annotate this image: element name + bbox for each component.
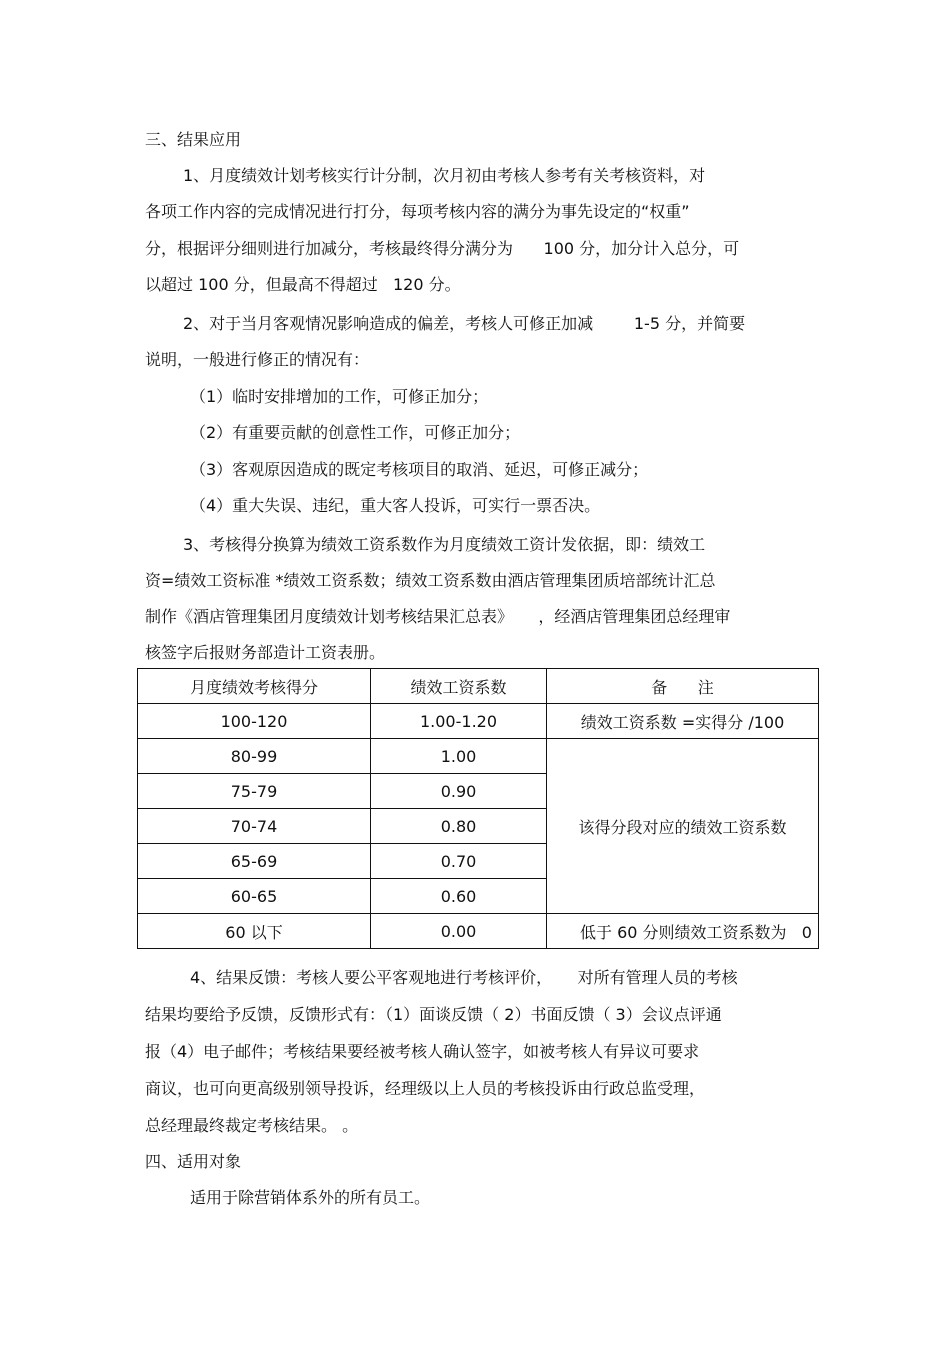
score-cell: 70-74 <box>138 809 371 844</box>
paragraph-3-line-3: 制作《酒店管理集团月度绩效计划考核结果汇总表》 ，经酒店管理集团总经理审 <box>145 607 731 626</box>
table-row <box>138 739 819 774</box>
paragraph-2-line-1: 2、对于当月客观情况影响造成的偏差，考核人可修正加减 1-5 分，并简要 <box>183 314 746 333</box>
coefficient-cell: 1.00 <box>371 739 547 774</box>
section-3-title: 三、结果应用 <box>145 130 242 149</box>
paragraph-4-line-2: 结果均要给予反馈，反馈形式有：（1）面谈反馈（ 2）书面反馈（ 3）会议点评通 <box>145 1005 722 1024</box>
coefficient-cell: 1.00-1.20 <box>371 704 547 739</box>
score-cell: 75-79 <box>138 774 371 809</box>
paragraph-4-line-3: 报（4）电子邮件；考核结果要经被考核人确认签字，如被考核人有异议可要求 <box>145 1042 700 1061</box>
paragraph-1-line-2: 各项工作内容的完成情况进行打分，每项考核内容的满分为事先设定的“权重” <box>145 202 690 221</box>
table-header-cell: 绩效工资系数 <box>371 669 547 704</box>
score-cell: 60 以下 <box>138 914 371 949</box>
paragraph-1-line-3: 分，根据评分细则进行加减分，考核最终得分满分为 100 分，加分计入总分，可 <box>145 239 740 258</box>
list-item-1: （1）临时安排增加的工作，可修正加分； <box>190 387 489 406</box>
coefficient-cell: 0.90 <box>371 774 547 809</box>
coefficient-table <box>137 668 819 949</box>
table-header-cell: 备 注 <box>547 669 819 704</box>
paragraph-1-line-4: 以超过 100 分，但最高不得超过 120 分。 <box>145 275 461 294</box>
table-row <box>138 914 819 949</box>
table-header-row <box>138 669 819 704</box>
paragraph-4-line-1: 4、结果反馈：考核人要公平客观地进行考核评价， 对所有管理人员的考核 <box>190 968 738 987</box>
section-4-title: 四、适用对象 <box>145 1152 242 1171</box>
coefficient-cell: 0.70 <box>371 844 547 879</box>
table-row <box>138 704 819 739</box>
coefficient-cell: 0.00 <box>371 914 547 949</box>
paragraph-3-line-4: 核签字后报财务部造计工资表册。 <box>145 643 386 662</box>
coefficient-cell: 0.60 <box>371 879 547 914</box>
section-4-body: 适用于除营销体系外的所有员工。 <box>190 1188 431 1207</box>
score-cell: 65-69 <box>138 844 371 879</box>
paragraph-4-line-5: 总经理最终裁定考核结果。 。 <box>145 1116 359 1135</box>
paragraph-1-line-1: 1、月度绩效计划考核实行计分制，次月初由考核人参考有关考核资料，对 <box>183 166 706 185</box>
score-cell: 60-65 <box>138 879 371 914</box>
paragraph-3-line-2: 资=绩效工资标准 *绩效工资系数；绩效工资系数由酒店管理集团质培部统计汇总 <box>145 571 716 590</box>
score-cell: 80-99 <box>138 739 371 774</box>
note-cell: 绩效工资系数 =实得分 /100 <box>547 704 819 739</box>
list-item-2: （2）有重要贡献的创意性工作，可修正加分； <box>190 423 521 442</box>
paragraph-2-line-2: 说明，一般进行修正的情况有： <box>145 350 370 369</box>
table-header-cell: 月度绩效考核得分 <box>138 669 371 704</box>
coefficient-cell: 0.80 <box>371 809 547 844</box>
list-item-3: （3）客观原因造成的既定考核项目的取消、延迟，可修正减分； <box>190 460 649 479</box>
note-cell-merged: 该得分段对应的绩效工资系数 <box>547 739 819 914</box>
list-item-4: （4）重大失误、违纪，重大客人投诉，可实行一票否决。 <box>190 496 601 515</box>
score-cell: 100-120 <box>138 704 371 739</box>
note-cell: 低于 60 分则绩效工资系数为 0 <box>547 914 819 949</box>
paragraph-4-line-4: 商议，也可向更高级别领导投诉，经理级以上人员的考核投诉由行政总监受理， <box>145 1079 706 1098</box>
paragraph-3-line-1: 3、考核得分换算为绩效工资系数作为月度绩效工资计发依据，即：绩效工 <box>183 535 706 554</box>
